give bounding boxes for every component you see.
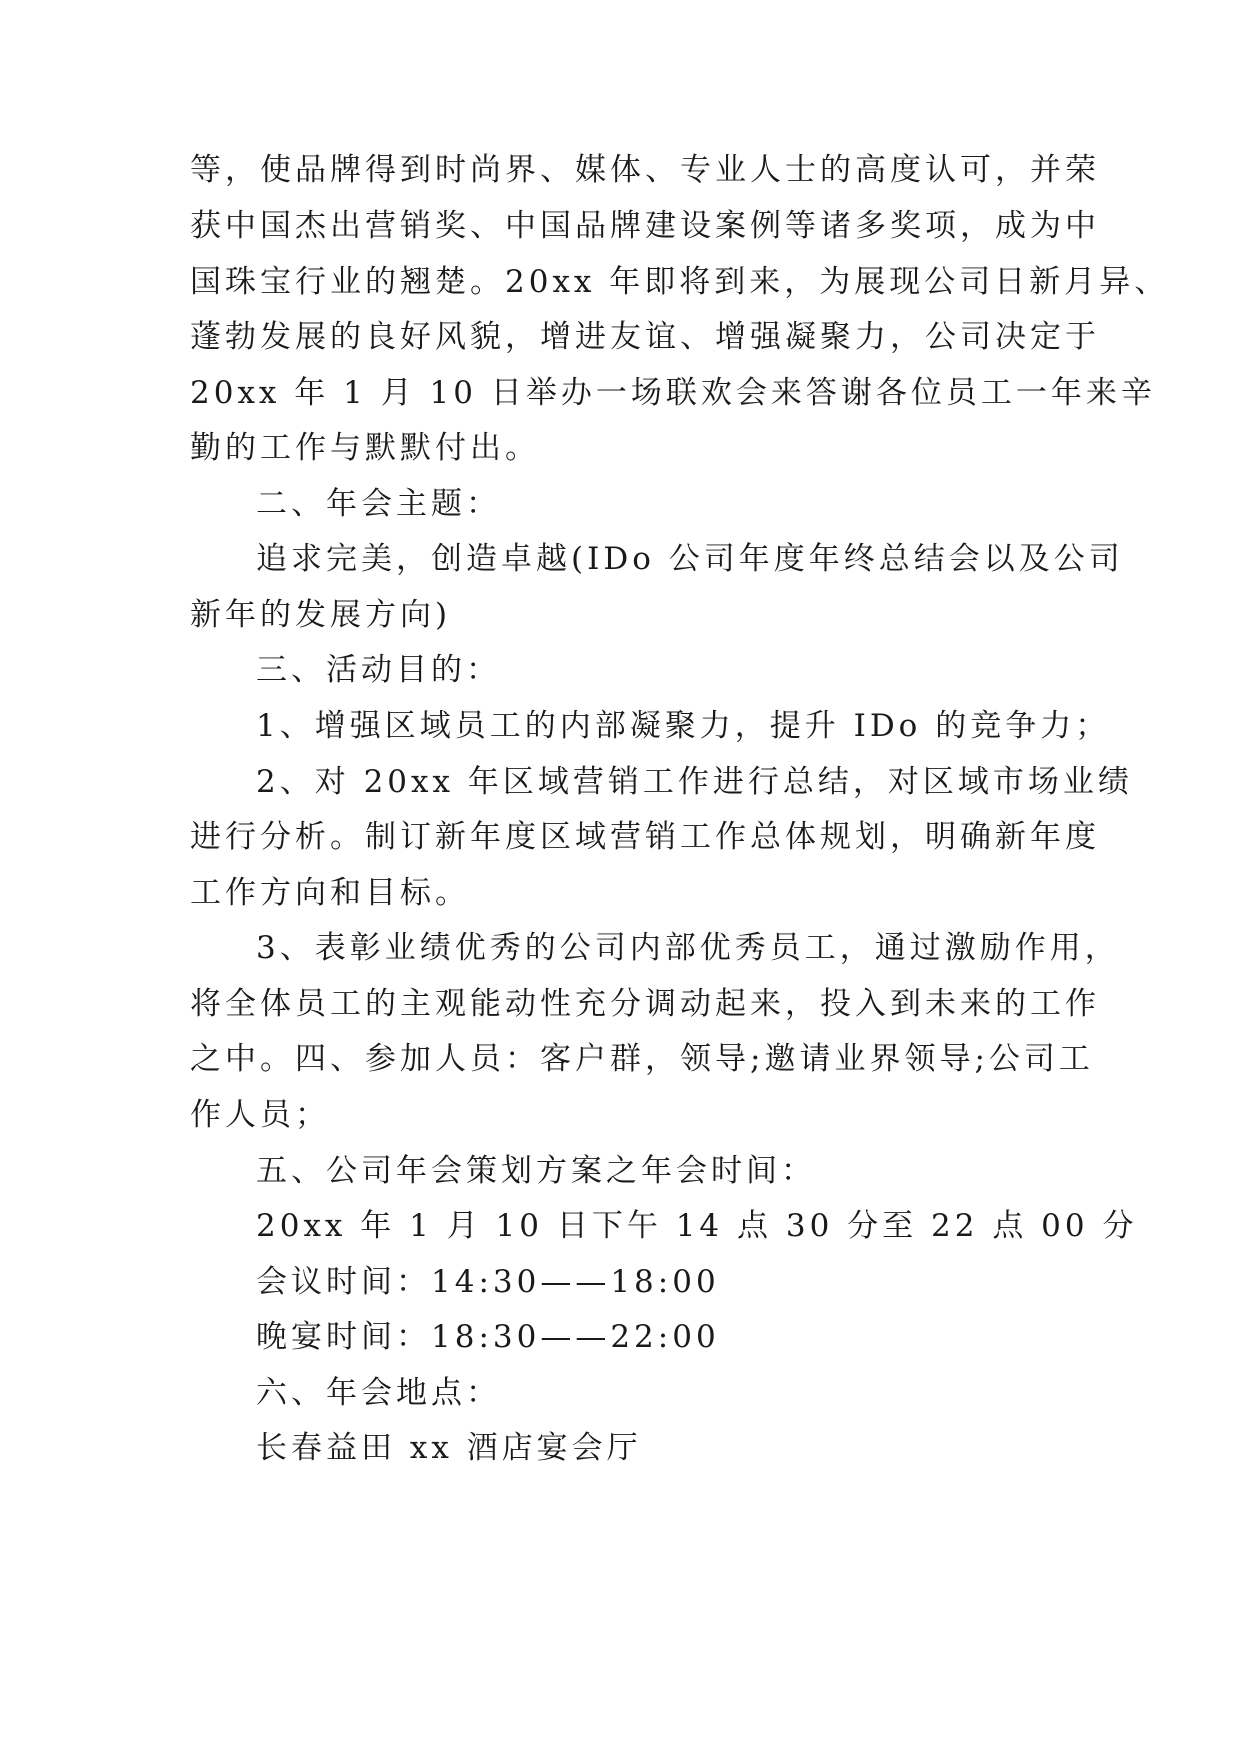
paragraph-line: 勤的工作与默默付出。 <box>190 430 540 466</box>
event-date-line: 20xx 年 1 月 10 日下午 14 点 30 分至 22 点 00 分 <box>256 1208 1138 1244</box>
paragraph-line: 20xx 年 1 月 10 日举办一场联欢会来答谢各位员工一年来辛 <box>190 375 1156 411</box>
section-heading-theme: 二、年会主题： <box>256 486 501 522</box>
section-heading-venue: 六、年会地点： <box>256 1375 501 1411</box>
paragraph-line: 追求完美，创造卓越(IDo 公司年度年终总结会以及公司 <box>256 541 1124 577</box>
section-heading-purpose: 三、活动目的： <box>256 652 501 688</box>
banquet-time-line: 晚宴时间：18:30——22:00 <box>256 1319 720 1355</box>
list-item: 3、表彰业绩优秀的公司内部优秀员工，通过激励作用， <box>256 930 1120 966</box>
paragraph-line: 作人员； <box>190 1097 330 1133</box>
paragraph-line: 蓬勃发展的良好风貌，增进友谊、增强凝聚力，公司决定于 <box>190 319 1100 355</box>
paragraph-line: 将全体员工的主观能动性充分调动起来，投入到未来的工作 <box>190 986 1100 1022</box>
paragraph-line: 进行分析。制订新年度区域营销工作总体规划，明确新年度 <box>190 819 1100 855</box>
list-item: 1、增强区域员工的内部凝聚力，提升 IDo 的竞争力； <box>256 708 1111 744</box>
paragraph-line: 新年的发展方向) <box>190 597 452 633</box>
list-item: 2、对 20xx 年区域营销工作进行总结，对区域市场业绩 <box>256 764 1133 800</box>
venue-line: 长春益田 xx 酒店宴会厅 <box>256 1430 642 1466</box>
section-heading-time: 五、公司年会策划方案之年会时间： <box>256 1153 816 1189</box>
paragraph-line: 国珠宝行业的翘楚。20xx 年即将到来，为展现公司日新月异、 <box>190 264 1170 300</box>
paragraph-line: 工作方向和目标。 <box>190 875 470 911</box>
meeting-time-line: 会议时间：14:30——18:00 <box>256 1264 720 1300</box>
paragraph-line: 等，使品牌得到时尚界、媒体、专业人士的高度认可，并荣 <box>190 152 1100 188</box>
paragraph-line: 获中国杰出营销奖、中国品牌建设案例等诸多奖项，成为中 <box>190 208 1100 244</box>
paragraph-line: 之中。四、参加人员：客户群，领导;邀请业界领导;公司工 <box>190 1041 1094 1077</box>
